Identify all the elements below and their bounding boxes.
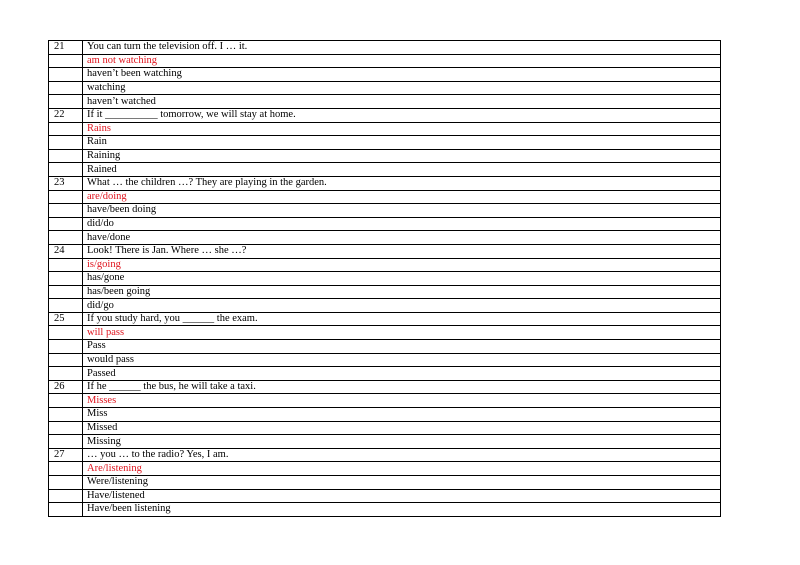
number-cell-empty bbox=[49, 272, 83, 286]
number-cell-empty bbox=[49, 299, 83, 313]
correct-option: Are/listening bbox=[83, 462, 721, 476]
number-cell-empty bbox=[49, 340, 83, 354]
correct-option: Misses bbox=[83, 394, 721, 408]
option: Pass bbox=[83, 340, 721, 354]
option-row bbox=[49, 54, 721, 68]
option-row bbox=[49, 81, 721, 95]
question-prompt: If you study hard, you ______ the exam. bbox=[83, 312, 721, 326]
option-row bbox=[49, 462, 721, 476]
number-cell-empty bbox=[49, 217, 83, 231]
option: Have/been listening bbox=[83, 503, 721, 517]
option: would pass bbox=[83, 353, 721, 367]
question-number: 21 bbox=[49, 41, 83, 55]
number-cell-empty bbox=[49, 489, 83, 503]
option: Missed bbox=[83, 421, 721, 435]
number-cell-empty bbox=[49, 231, 83, 245]
option-row bbox=[49, 408, 721, 422]
option: Missing bbox=[83, 435, 721, 449]
option: haven’t been watching bbox=[83, 68, 721, 82]
number-cell-empty bbox=[49, 95, 83, 109]
question-row bbox=[49, 41, 721, 55]
number-cell-empty bbox=[49, 285, 83, 299]
option-row bbox=[49, 285, 721, 299]
question-number: 26 bbox=[49, 380, 83, 394]
quiz-table-body bbox=[49, 41, 721, 517]
option-row bbox=[49, 367, 721, 381]
option: watching bbox=[83, 81, 721, 95]
number-cell-empty bbox=[49, 367, 83, 381]
number-cell-empty bbox=[49, 476, 83, 490]
option-row bbox=[49, 421, 721, 435]
option-row bbox=[49, 136, 721, 150]
option: have/done bbox=[83, 231, 721, 245]
option-row bbox=[49, 149, 721, 163]
question-row bbox=[49, 380, 721, 394]
option: has/gone bbox=[83, 272, 721, 286]
number-cell-empty bbox=[49, 353, 83, 367]
number-cell-empty bbox=[49, 326, 83, 340]
option: Have/listened bbox=[83, 489, 721, 503]
option-row bbox=[49, 68, 721, 82]
correct-option: Rains bbox=[83, 122, 721, 136]
correct-option: will pass bbox=[83, 326, 721, 340]
question-row bbox=[49, 108, 721, 122]
option-row bbox=[49, 353, 721, 367]
question-prompt: What … the children …? They are playing in the garden. bbox=[83, 176, 721, 190]
option: Rained bbox=[83, 163, 721, 177]
number-cell-empty bbox=[49, 408, 83, 422]
question-prompt: You can turn the television off. I … it. bbox=[83, 41, 721, 55]
correct-option: is/going bbox=[83, 258, 721, 272]
question-row bbox=[49, 448, 721, 462]
option-row bbox=[49, 489, 721, 503]
number-cell-empty bbox=[49, 394, 83, 408]
number-cell-empty bbox=[49, 204, 83, 218]
option: Passed bbox=[83, 367, 721, 381]
option-row bbox=[49, 340, 721, 354]
option-row bbox=[49, 326, 721, 340]
number-cell-empty bbox=[49, 435, 83, 449]
question-row bbox=[49, 244, 721, 258]
option-row bbox=[49, 95, 721, 109]
question-row bbox=[49, 176, 721, 190]
question-prompt: If it __________ tomorrow, we will stay at home. bbox=[83, 108, 721, 122]
option-row bbox=[49, 272, 721, 286]
option-row bbox=[49, 190, 721, 204]
question-number: 27 bbox=[49, 448, 83, 462]
number-cell-empty bbox=[49, 258, 83, 272]
option-row bbox=[49, 394, 721, 408]
option-row bbox=[49, 217, 721, 231]
option: Were/listening bbox=[83, 476, 721, 490]
number-cell-empty bbox=[49, 81, 83, 95]
number-cell-empty bbox=[49, 190, 83, 204]
question-number: 24 bbox=[49, 244, 83, 258]
option: Raining bbox=[83, 149, 721, 163]
number-cell-empty bbox=[49, 54, 83, 68]
question-number: 25 bbox=[49, 312, 83, 326]
option-row bbox=[49, 299, 721, 313]
question-prompt: Look! There is Jan. Where … she …? bbox=[83, 244, 721, 258]
option: Miss bbox=[83, 408, 721, 422]
number-cell-empty bbox=[49, 503, 83, 517]
option-row bbox=[49, 435, 721, 449]
option-row bbox=[49, 122, 721, 136]
correct-option: are/doing bbox=[83, 190, 721, 204]
option-row bbox=[49, 204, 721, 218]
option-row bbox=[49, 258, 721, 272]
question-number: 22 bbox=[49, 108, 83, 122]
option: has/been going bbox=[83, 285, 721, 299]
number-cell-empty bbox=[49, 163, 83, 177]
number-cell-empty bbox=[49, 421, 83, 435]
question-row bbox=[49, 312, 721, 326]
option: haven’t watched bbox=[83, 95, 721, 109]
option-row bbox=[49, 231, 721, 245]
option: did/go bbox=[83, 299, 721, 313]
number-cell-empty bbox=[49, 122, 83, 136]
option: did/do bbox=[83, 217, 721, 231]
question-prompt: If he ______ the bus, he will take a taxi. bbox=[83, 380, 721, 394]
question-prompt: … you … to the radio? Yes, I am. bbox=[83, 448, 721, 462]
option-row bbox=[49, 503, 721, 517]
quiz-table bbox=[48, 40, 721, 517]
number-cell-empty bbox=[49, 136, 83, 150]
correct-option: am not watching bbox=[83, 54, 721, 68]
question-number: 23 bbox=[49, 176, 83, 190]
option: have/been doing bbox=[83, 204, 721, 218]
number-cell-empty bbox=[49, 149, 83, 163]
option-row bbox=[49, 476, 721, 490]
number-cell-empty bbox=[49, 462, 83, 476]
option: Rain bbox=[83, 136, 721, 150]
number-cell-empty bbox=[49, 68, 83, 82]
option-row bbox=[49, 163, 721, 177]
